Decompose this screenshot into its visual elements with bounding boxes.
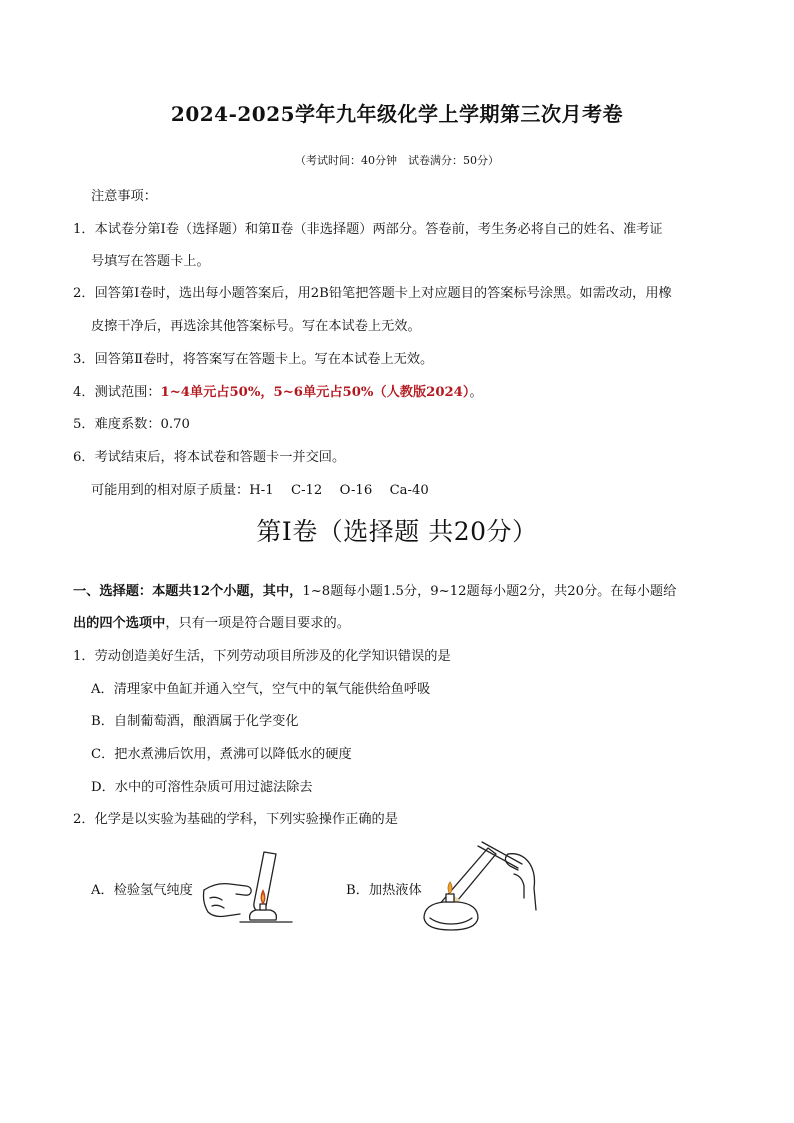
question-2-option-b: B．加热液体 (346, 883, 422, 898)
note-3 (73, 348, 433, 367)
note-number: 5． (73, 417, 95, 432)
note-text-suffix: 。 (469, 385, 483, 400)
question-2-stem: 2．化学是以实验为基础的学科，下列实验操作正确的是 (73, 812, 398, 827)
note-text: 难度系数：0.70 (94, 417, 190, 432)
exam-info: （考试时间：40分钟 试卷满分：50分） (295, 154, 499, 167)
hydrogen-purity-test-illustration (196, 846, 296, 932)
question-1-option-b: B．自制葡萄酒，酿酒属于化学变化 (91, 714, 299, 729)
section-intro-bold: 一、选择题：本题共12个小题，其中， (73, 584, 303, 599)
heating-liquid-illustration (418, 838, 546, 938)
section-intro-text: 1~8题每小题1.5分，9~12题每小题2分，共20分。在每小题给 (302, 584, 677, 599)
note-5 (73, 413, 190, 432)
note-1-cont: 号填写在答题卡上。 (91, 254, 210, 269)
atomic-masses: 可能用到的相对原子质量：H-1 C-12 O-16 Ca-40 (91, 483, 429, 498)
note-text: 回答第Ⅱ卷时，将答案写在答题卡上。写在本试卷上无效。 (94, 352, 434, 367)
section-intro-bold-2: 出的四个选项中 (73, 616, 166, 631)
note-text: 回答第Ⅰ卷时，选出每小题答案后，用2B铅笔把答题卡上对应题目的答案标号涂黑。如需改动，用橡 (94, 286, 672, 301)
note-6 (73, 446, 345, 465)
question-2-option-a: A．检验氢气纯度 (91, 883, 193, 898)
test-scope-highlight: 1~4单元占50%，5~6单元占50%（人教版2024） (160, 385, 470, 400)
note-number: 4． (73, 385, 95, 400)
note-number: 2． (73, 286, 95, 301)
question-1-stem: 1．劳动创造美好生活，下列劳动项目所涉及的化学知识错误的是 (73, 649, 451, 664)
page-title: 2024-2025学年九年级化学上学期第三次月考卷 (170, 102, 624, 126)
note-text: 考试结束后，将本试卷和答题卡一并交回。 (94, 450, 346, 465)
question-1-option-d: D．水中的可溶性杂质可用过滤法除去 (91, 780, 313, 795)
note-4 (73, 381, 483, 400)
note-1 (73, 218, 663, 237)
section-intro-text-2: ，只有一项是符合题目要求的。 (165, 616, 350, 631)
section-intro (73, 580, 676, 599)
section-intro-line2 (73, 612, 350, 631)
note-text: 本试卷分第Ⅰ卷（选择题）和第Ⅱ卷（非选择题）两部分。答卷前，考生务必将自己的姓名、准考证 (94, 222, 663, 237)
section-title: 第Ⅰ卷（选择题 共20分） (256, 517, 538, 546)
note-2-cont: 皮擦干净后，再选涂其他答案标号。写在本试卷上无效。 (91, 319, 421, 334)
note-text: 测试范围： (94, 385, 161, 400)
note-2 (73, 282, 672, 301)
question-1-option-c: C．把水煮沸后饮用，煮沸可以降低水的硬度 (91, 747, 352, 762)
note-number: 1． (73, 222, 95, 237)
notes-heading: 注意事项： (91, 189, 157, 204)
question-1-option-a: A．清理家中鱼缸并通入空气，空气中的氧气能供给鱼呼吸 (91, 682, 431, 697)
note-number: 3． (73, 352, 95, 367)
note-number: 6． (73, 450, 95, 465)
